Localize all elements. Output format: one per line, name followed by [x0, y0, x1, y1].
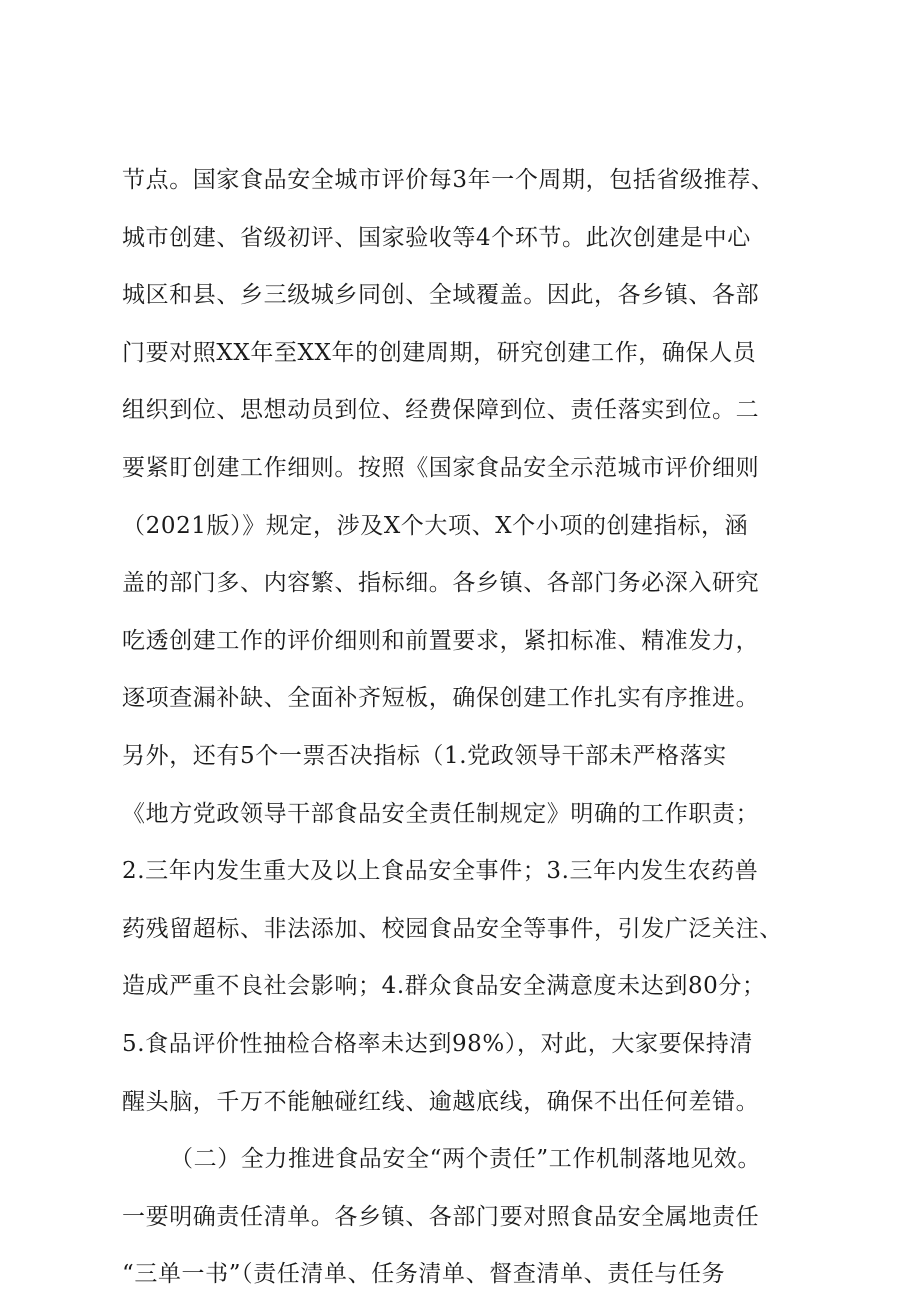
text-line: 盖的部门多、内容繁、指标细。各乡镇、各部门务必深入研究 [122, 570, 760, 597]
text-line: 一要明确责任清单。各乡镇、各部门要对照食品安全属地责任 [122, 1203, 760, 1230]
text-line: 5.食品评价性抽检合格率未达到98%），对此，大家要保持清 [122, 1030, 753, 1057]
text-line: 造成严重不良社会影响；4.群众食品安全满意度未达到80分； [122, 973, 766, 1000]
text-line: “三单一书”（责任清单、任务清单、督查清单、责任与任务 [122, 1261, 726, 1288]
text-line: 《地方党政领导干部食品安全责任制规定》明确的工作职责； [122, 800, 760, 827]
text-line: 另外，还有5个一票否决指标（1.党政领导干部未严格落实 [122, 742, 727, 769]
text-line: 城区和县、乡三级城乡同创、全域覆盖。因此，各乡镇、各部 [122, 282, 760, 309]
text-line: 醒头脑，千万不能触碰红线、逾越底线，确保不出任何差错。 [122, 1088, 760, 1115]
text-line: 吃透创建工作的评价细则和前置要求，紧扣标准、精准发力， [122, 627, 760, 654]
section-heading-line: （二）全力推进食品安全“两个责任”工作机制落地见效。 [170, 1146, 762, 1173]
text-line: 逐项查漏补缺、全面补齐短板，确保创建工作扎实有序推进。 [122, 685, 760, 712]
text-line: 2.三年内发生重大及以上食品安全事件；3.三年内发生农药兽 [122, 858, 759, 885]
body-text [122, 152, 802, 1304]
text-line: 组织到位、思想动员到位、经费保障到位、责任落实到位。二 [122, 397, 760, 424]
text-line: 门要对照XX年至XX年的创建周期，研究创建工作，确保人员 [122, 339, 757, 366]
text-line: 节点。国家食品安全城市评价每3年一个周期，包括省级推荐、 [122, 167, 775, 193]
text-line: 城市创建、省级初评、国家验收等4个环节。此次创建是中心 [122, 224, 751, 251]
text-line: 要紧盯创建工作细则。按照《国家食品安全示范城市评价细则 [122, 454, 760, 481]
text-line: 药残留超标、非法添加、校园食品安全等事件，引发广泛关注、 [122, 915, 783, 942]
text-line: （2021版）》规定，涉及X个大项、X个小项的创建指标，涵 [122, 512, 749, 539]
